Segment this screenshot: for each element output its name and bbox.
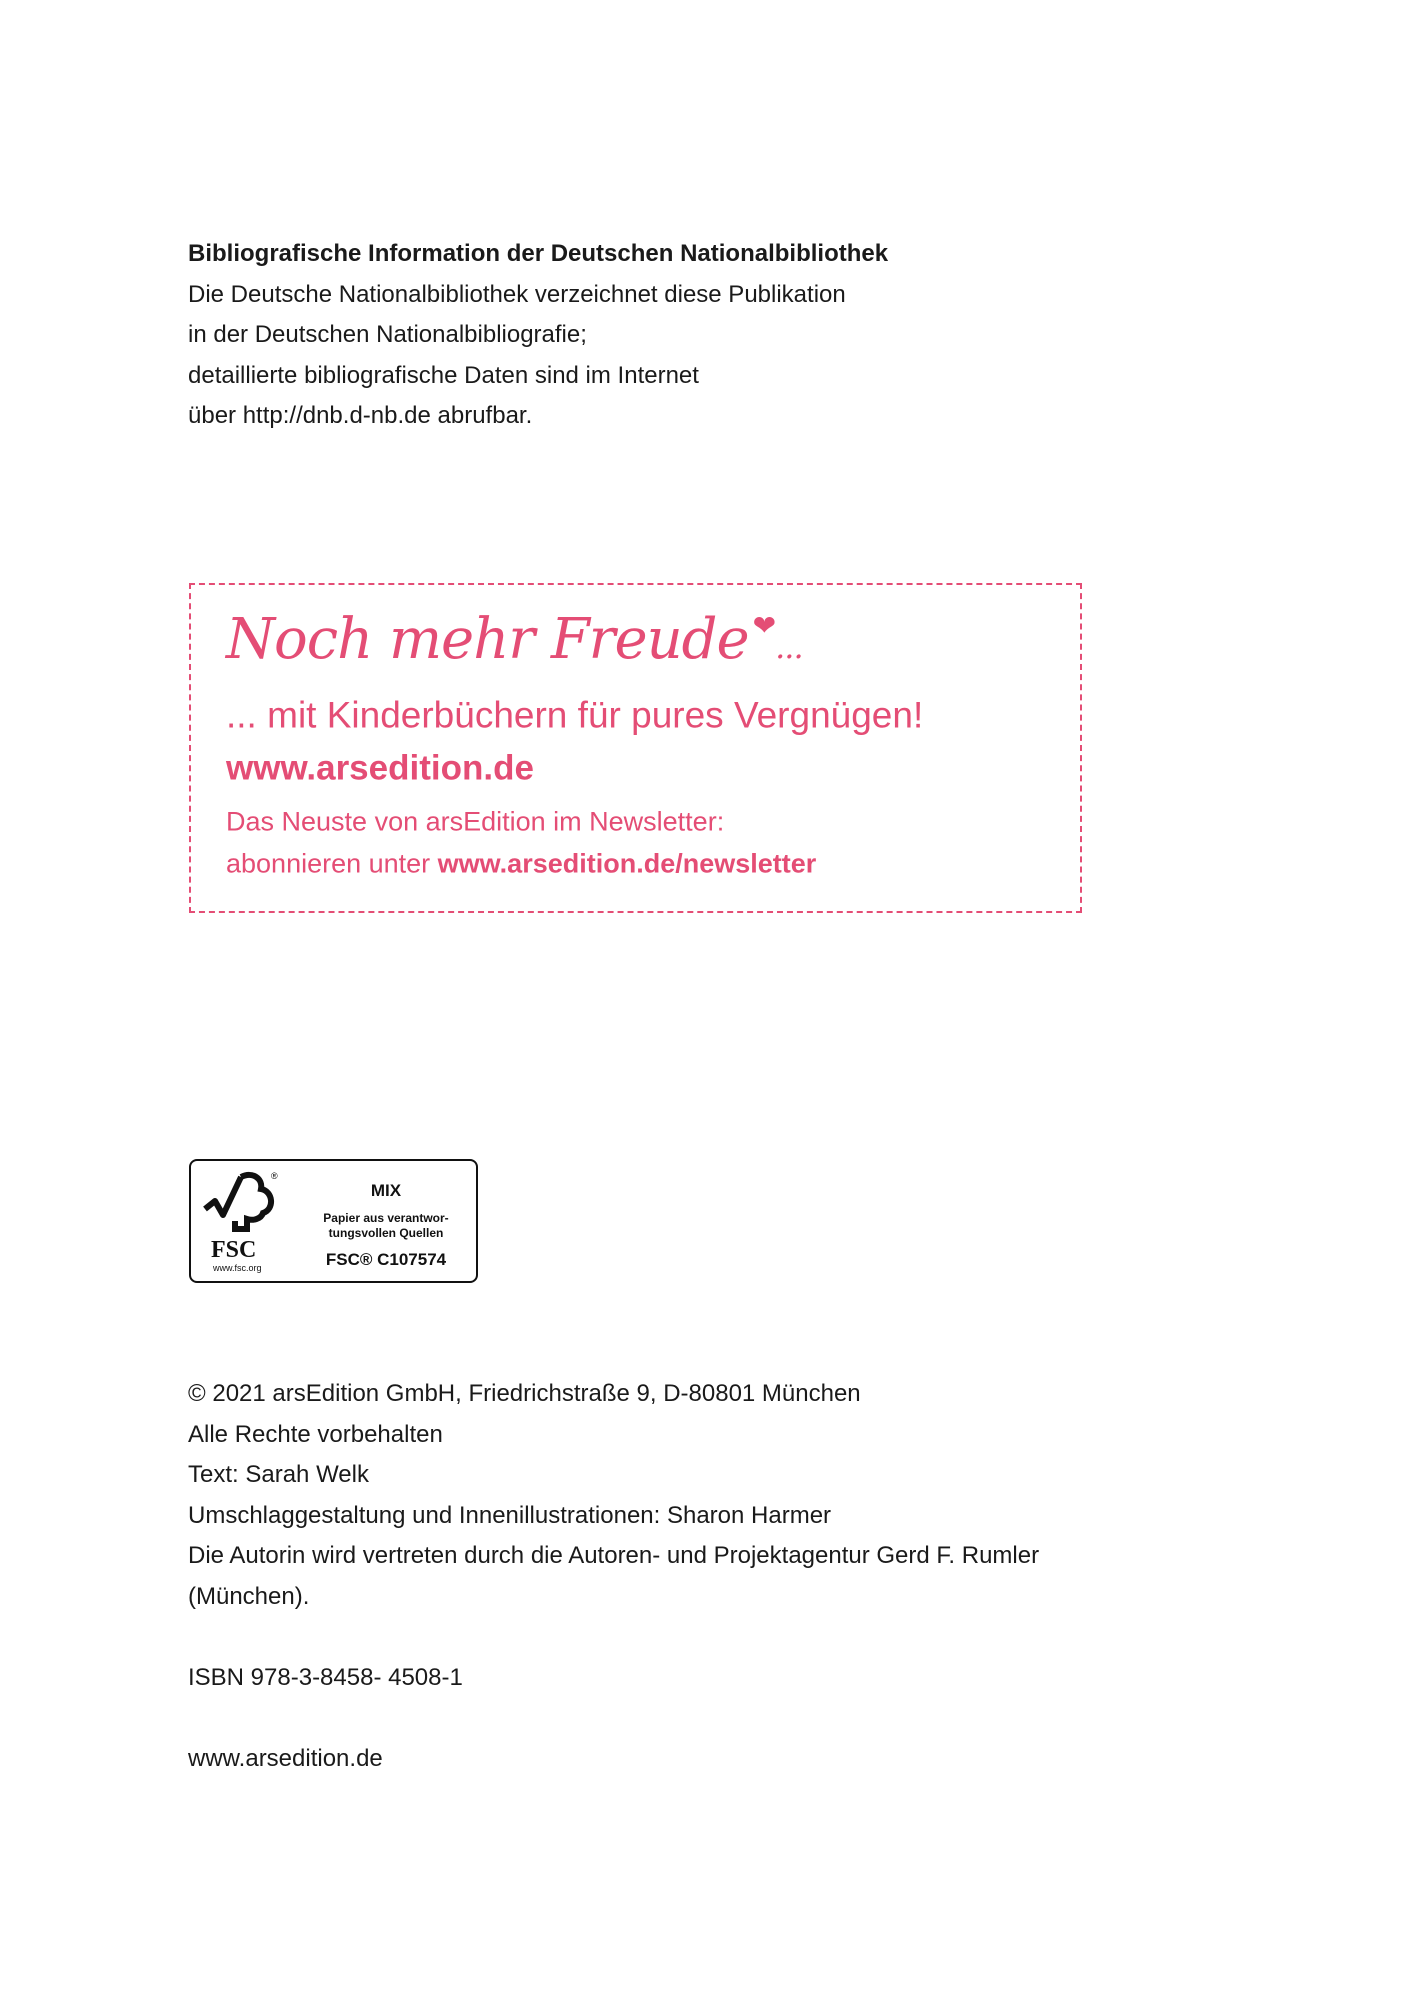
website-link[interactable]: www.arsedition.de <box>188 1745 383 1772</box>
newsletter-prefix: abonnieren unter <box>226 848 438 879</box>
promo-box <box>189 583 1082 913</box>
fsc-url: www.fsc.org <box>213 1263 262 1273</box>
bibliography-line: in der Deutschen Nationalbibliografie; <box>188 321 587 348</box>
bibliography-line: Die Deutsche Nationalbibliothek verzeichnet diese Publikation <box>188 281 846 308</box>
isbn: ISBN 978-3-8458- 4508-1 <box>188 1664 463 1691</box>
fsc-label <box>189 1159 478 1283</box>
promo-title <box>226 607 803 672</box>
imprint-line: (München). <box>188 1583 310 1610</box>
fsc-tree-checkmark-icon <box>201 1169 281 1239</box>
heart-icon: ❤ <box>752 609 776 642</box>
imprint-line: Die Autorin wird vertreten durch die Autoren- und Projektagentur Gerd F. Rumler <box>188 1542 1040 1569</box>
newsletter-url-link[interactable]: www.arsedition.de/newsletter <box>437 848 817 879</box>
fsc-description-1: Papier aus verantwor- <box>323 1211 449 1225</box>
promo-url-link[interactable]: www.arsedition.de <box>226 748 534 788</box>
fsc-mix: MIX <box>370 1181 402 1200</box>
imprint-line: Text: Sarah Welk <box>188 1461 369 1488</box>
fsc-description-2: tungsvollen Quellen <box>328 1226 444 1240</box>
copyright-line: © 2021 arsEdition GmbH, Friedrichstraße 9, D-80801 München <box>188 1380 861 1407</box>
imprint-line: Umschlaggestaltung und Innenillustrationen: Sharon Harmer <box>188 1502 832 1529</box>
bibliography-line: detaillierte bibliografische Daten sind im Internet <box>188 362 699 389</box>
newsletter-text: Das Neuste von arsEdition im Newsletter: <box>226 806 725 837</box>
fsc-logo-text: FSC <box>211 1237 257 1263</box>
promo-title-suffix: ... <box>775 628 803 666</box>
svg-text:®: ® <box>271 1171 278 1181</box>
newsletter-subscribe-line <box>226 848 817 879</box>
bibliography-line: über http://dnb.d-nb.de abrufbar. <box>188 402 533 429</box>
promo-tagline: ... mit Kinderbüchern für pures Vergnügen! <box>226 694 924 736</box>
imprint-line: Alle Rechte vorbehalten <box>188 1421 443 1448</box>
bibliography-heading: Bibliografische Information der Deutschen Nationalbibliothek <box>188 240 889 267</box>
fsc-code: FSC® C107574 <box>325 1250 447 1269</box>
promo-title-text: Noch mehr Freude <box>226 607 749 672</box>
